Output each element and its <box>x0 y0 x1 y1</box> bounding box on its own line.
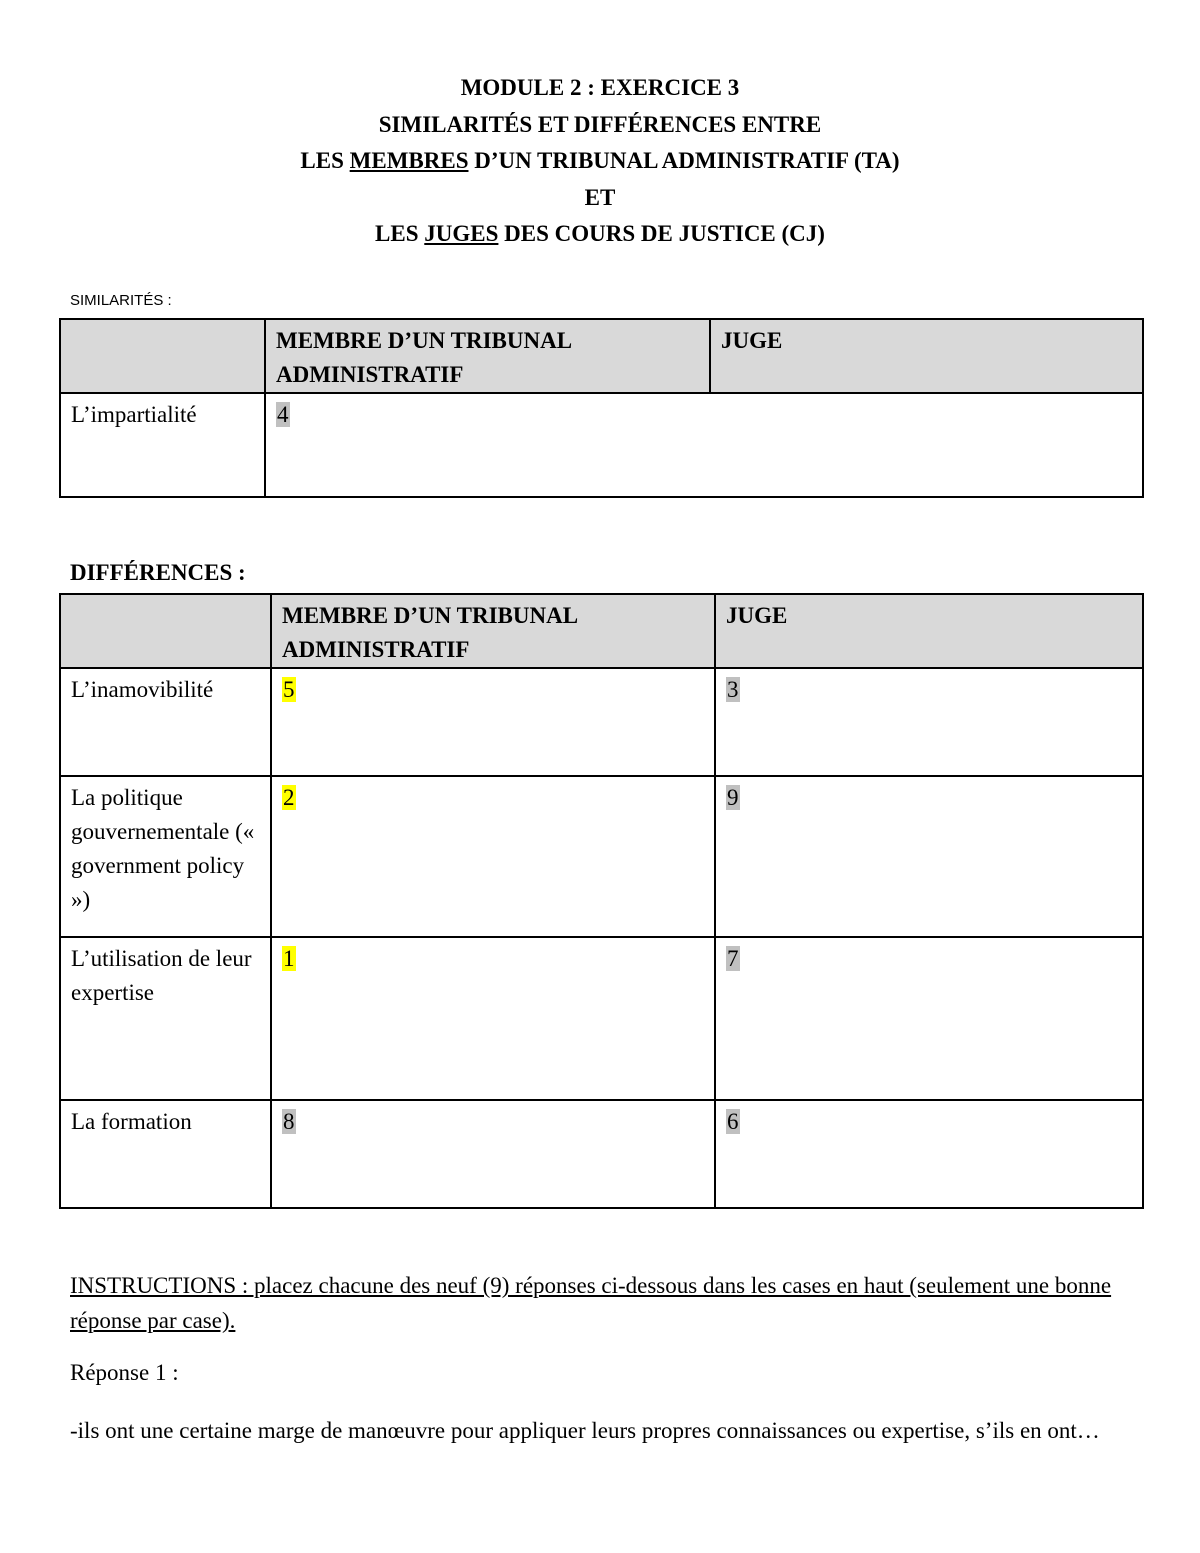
table-header-row <box>60 319 1143 393</box>
header-cell-empty <box>60 319 265 393</box>
differences-label: DIFFÉRENCES : <box>70 560 246 585</box>
title-line-3: LES MEMBRES D’UN TRIBUNAL ADMINISTRATIF (TA) <box>300 148 900 173</box>
criterion-cell: La politique gouvernementale (« government policy ») <box>60 776 271 937</box>
answer-1-text: -ils ont une certaine marge de manœuvre pour appliquer leurs propres connaissances ou expertise, s’ils en ont… <box>70 1418 1100 1443</box>
title-line-2: SIMILARITÉS ET DIFFÉRENCES ENTRE <box>378 111 822 137</box>
table-header-row <box>60 594 1143 668</box>
table-row <box>60 937 1143 1100</box>
table-row <box>60 393 1143 497</box>
criterion-cell: L’impartialité <box>60 393 265 497</box>
cj-answer-cell[interactable] <box>715 668 1143 776</box>
answer-number: 9 <box>727 785 739 810</box>
answer-number: 8 <box>283 1109 295 1134</box>
header-cell-ta: MEMBRE D’UN TRIBUNAL ADMINISTRATIF <box>265 319 710 393</box>
criterion-cell: La formation <box>60 1100 271 1208</box>
table-row <box>60 668 1143 776</box>
differences-table <box>59 593 1144 1209</box>
answer-number: 6 <box>727 1109 739 1134</box>
header-cell-ta: MEMBRE D’UN TRIBUNAL ADMINISTRATIF <box>271 594 715 668</box>
similarities-table <box>59 318 1144 498</box>
header-cell-judge: JUGE <box>715 594 1143 668</box>
title-line-1: MODULE 2 : EXERCICE 3 <box>460 75 740 100</box>
similarities-label: SIMILARITÉS : <box>70 292 172 309</box>
criterion-cell: L’inamovibilité <box>60 668 271 776</box>
title-line-5: LES JUGES DES COURS DE JUSTICE (CJ) <box>375 221 825 246</box>
ta-answer-cell[interactable] <box>271 1100 715 1208</box>
header-cell-judge: JUGE <box>710 319 1143 393</box>
answer-number: 5 <box>283 677 295 702</box>
header-cell-empty <box>60 594 271 668</box>
answer-cell[interactable] <box>265 393 1143 497</box>
answer-number: 2 <box>283 785 295 810</box>
answer-1-label: Réponse 1 : <box>70 1360 179 1385</box>
answer-number: 7 <box>727 946 739 971</box>
document-title <box>0 70 1200 253</box>
ta-answer-cell[interactable] <box>271 668 715 776</box>
answer-number: 1 <box>283 946 295 971</box>
cj-answer-cell[interactable] <box>715 937 1143 1100</box>
answer-number: 3 <box>727 677 739 702</box>
instructions-text: INSTRUCTIONS : placez chacune des neuf (9) réponses ci-dessous dans les cases en haut (seulement une bonne réponse par case). <box>70 1273 1112 1333</box>
ta-answer-cell[interactable] <box>271 937 715 1100</box>
table-row <box>60 1100 1143 1208</box>
cj-answer-cell[interactable] <box>715 776 1143 937</box>
answer-number: 4 <box>277 402 289 427</box>
cj-answer-cell[interactable] <box>715 1100 1143 1208</box>
ta-answer-cell[interactable] <box>271 776 715 937</box>
criterion-cell: L’utilisation de leur expertise <box>60 937 271 1100</box>
title-line-4: ET <box>584 184 616 210</box>
table-row <box>60 776 1143 937</box>
